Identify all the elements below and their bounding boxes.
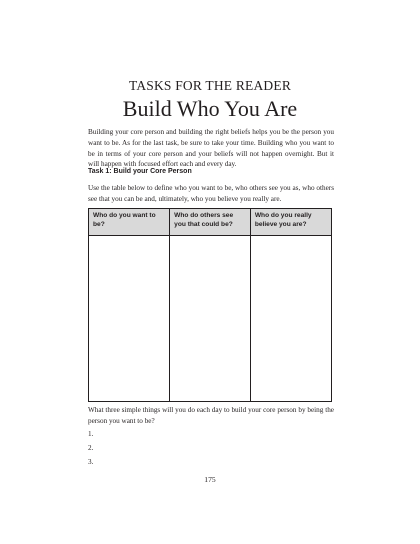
question-text: What three simple things will you do each day to build your core person by being the person you want to be? (88, 406, 334, 425)
list-item: 2. (88, 444, 94, 452)
list-item: 3. (88, 458, 94, 466)
table-cell-really-believe[interactable] (250, 236, 331, 402)
table-cell-want-to-be[interactable] (89, 236, 170, 402)
list-item: 1. (88, 430, 94, 438)
core-person-table (88, 208, 332, 402)
column-header-really-believe: Who do you really believe you are? (250, 209, 331, 236)
table-cell-others-see[interactable] (170, 236, 251, 402)
column-header-others-see: Who do others see you that could be? (170, 209, 251, 236)
page-title: Build Who You Are (122, 96, 298, 121)
task-instructions: Use the table below to define who you want to be, who others see you as, who others see that you can be and, ultimately, who you believe you really are. (88, 184, 334, 203)
column-header-want-to-be: Who do you want to be? (89, 209, 170, 236)
intro-paragraph: Building your core person and building the right beliefs helps you be the person you want to be. As for the last task, be sure to take your time. Building who you want to be in terms of your core person and your beliefs will not happen overnight. But it will happen with focused effort each and every day. (88, 128, 334, 169)
task-heading: Task 1: Build your Core Person (88, 168, 192, 175)
section-kicker: TASKS FOR THE READER (128, 78, 292, 93)
page-number: 175 (204, 475, 216, 484)
